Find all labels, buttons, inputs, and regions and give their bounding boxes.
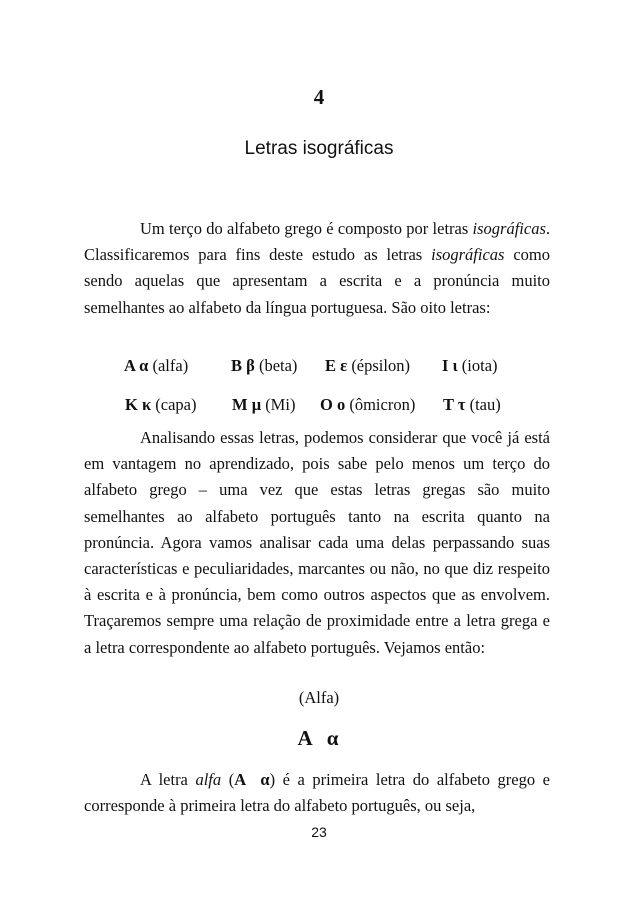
alfa-section-heading [0, 726, 638, 751]
alfa-text-2: ( [221, 770, 235, 789]
intro-text-1: Um terço do alfabeto grego é composto por letras [140, 219, 473, 238]
page-number: 23 [311, 824, 327, 840]
alfa-lower: α [326, 726, 341, 750]
letter-mi: Μ μ (Mi) [232, 395, 296, 414]
alfa-text-1: A letra [140, 770, 196, 789]
letter-alfa: Α α (alfa) [124, 356, 189, 375]
intro-text-2: . Classificaremos para fins deste estudo as letras [84, 219, 550, 265]
intro-paragraph [84, 216, 550, 321]
letter-epsilon: Ε ε (épsilon) [325, 356, 410, 375]
alfa-emphasis: alfa [195, 770, 222, 789]
intro-emphasis-2: isográficas [431, 245, 505, 265]
intro-text-3: como sendo aquelas que apresentam a escrita e a pronúncia muito semelhantes ao alfabeto da língua portuguesa. São oito letras: [84, 245, 550, 317]
alfa-inline-glyphs: Α α [234, 770, 270, 789]
analysis-text: Analisando essas letras, podemos considerar que você já está em vantagem no aprendizado, pois sabe pelo menos um terço do alfabeto grego – uma vez que estas letras gregas são muito semelhantes ao alfabeto português tanto na escrita quanto na pronúncia. Agora vamos analisar cada uma delas perpassando suas características e peculiaridades, marcantes ou não, no que diz respeito à escrita e à pronúncia, bem como outros aspectos que as envolvem. Traçaremos sempre uma relação de proximidade entre a letra grega e a letra correspondente ao alfabeto português. Vejamos então: [84, 428, 550, 657]
letter-capa: Κ κ (capa) [125, 395, 197, 414]
intro-emphasis-1: isográficas [472, 219, 546, 238]
alfa-section-label: (Alfa) [298, 688, 340, 707]
chapter-title: Letras isográficas [244, 138, 394, 159]
letter-omicron: Ο ο (ômicron) [320, 395, 416, 414]
letter-beta: Β β (beta) [231, 356, 298, 375]
alfa-paragraph [84, 767, 550, 819]
alfa-upper: Α [297, 726, 315, 750]
chapter-number: 4 [313, 85, 325, 109]
alfa-text-3: ) é a primeira letra do alfabeto grego e corresponde à primeira letra do alfabeto português, ou seja, [84, 770, 551, 816]
letter-iota: Ι ι (iota) [442, 356, 498, 375]
letter-tau: Τ τ (tau) [443, 395, 501, 414]
analysis-paragraph [84, 425, 550, 661]
